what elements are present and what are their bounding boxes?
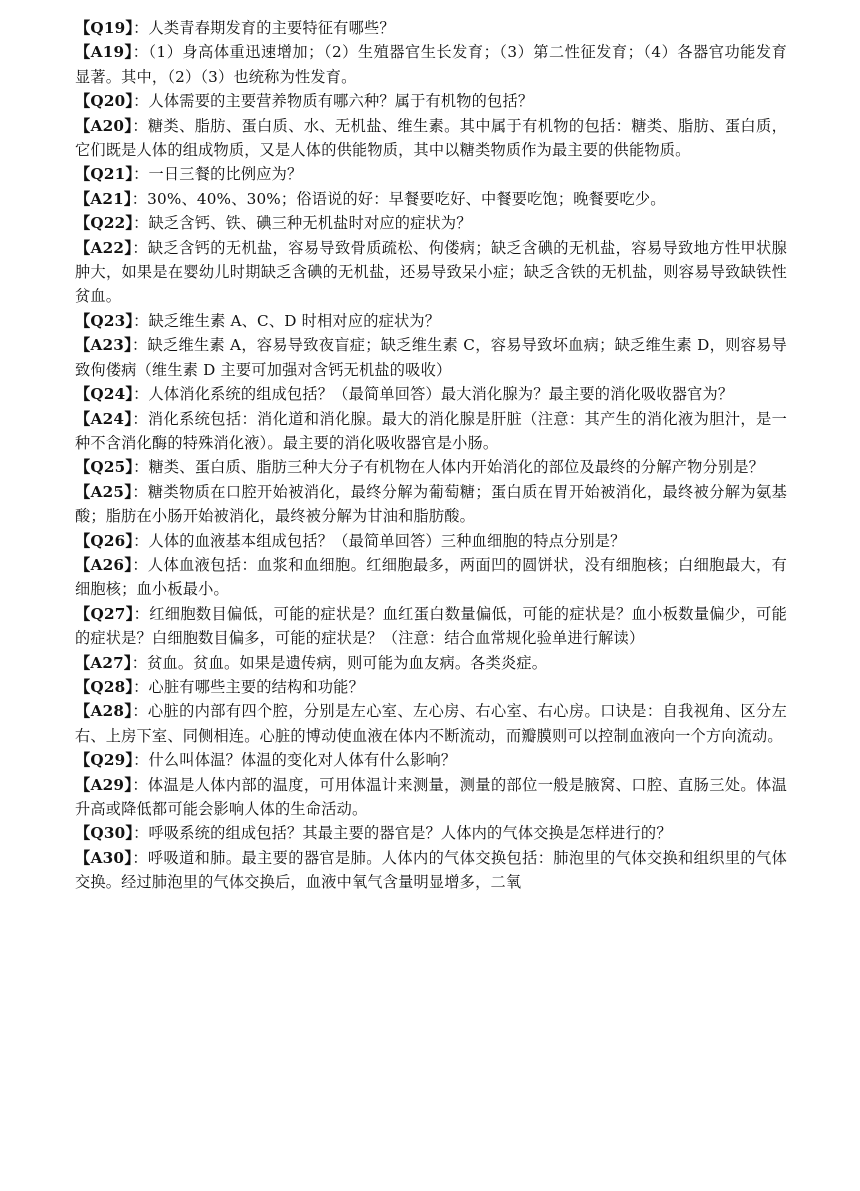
question-text: ：缺乏维生素 A、C、D 时相对应的症状为？ xyxy=(133,311,441,330)
question-entry xyxy=(75,455,787,479)
answer-text: ：心脏的内部有四个腔，分别是左心室、左心房、右心室、右心房。口诀是：自我视角、区分左右、上房下室、同侧相连。心脏的博动使血液在体内不断流动，而瓣膜则可以控制血液向一个方向流动。 xyxy=(75,702,787,745)
answer-label: 【A30】 xyxy=(75,848,133,867)
answer-text: ：缺乏维生素 A，容易导致夜盲症；缺乏维生素 C，容易导致坏血病；缺乏维生素 D，则容易导致佝偻病（维生素 D 主要可加强对含钙无机盐的吸收） xyxy=(75,336,787,379)
question-text: ：呼吸系统的组成包括？其最主要的器官是？人体内的气体交换是怎样进行的？ xyxy=(133,824,672,843)
question-entry xyxy=(75,211,787,235)
question-text: ：人体的血液基本组成包括？（最简单回答）三种血细胞的特点分别是？ xyxy=(133,531,626,550)
answer-label: 【A26】 xyxy=(75,555,133,574)
question-label: 【Q28】 xyxy=(75,677,134,696)
question-label: 【Q29】 xyxy=(75,751,134,770)
question-text: ：人类青春期发育的主要特征有哪些？ xyxy=(133,19,395,37)
question-entry xyxy=(75,821,787,845)
answer-label: 【A20】 xyxy=(75,116,133,135)
question-text: ：一日三餐的比例应为？ xyxy=(133,165,303,184)
question-entry xyxy=(75,529,787,553)
question-text: ：什么叫体温？体温的变化对人体有什么影响？ xyxy=(133,751,457,770)
question-text: ：人体消化系统的组成包括？（最简单回答）最大消化腺为？最主要的消化吸收器官为？ xyxy=(133,385,734,404)
question-entry xyxy=(75,89,787,113)
answer-text: ：贫血。贫血。如果是遗传病，则可能为血友病。各类炎症。 xyxy=(131,653,548,672)
qa-document xyxy=(75,16,787,895)
answer-text: ：呼吸道和肺。最主要的器官是肺。人体内的气体交换包括：肺泡里的气体交换和组织里的气体交换。经过肺泡里的气体交换后，血液中氧气含量明显增多，二氧 xyxy=(75,848,787,892)
answer-label: 【A24】 xyxy=(75,409,133,428)
question-entry xyxy=(75,16,787,40)
answer-text: ：糖类物质在口腔开始被消化，最终分解为葡萄糖；蛋白质在胃开始被消化，最终被分解为氨基酸；脂肪在小肠开始被消化，最终被分解为甘油和脂肪酸。 xyxy=(75,482,787,526)
question-label: 【Q30】 xyxy=(75,824,134,843)
answer-entry xyxy=(75,773,787,822)
question-entry xyxy=(75,602,787,651)
answer-label: 【A25】 xyxy=(75,482,133,501)
answer-entry xyxy=(75,651,787,675)
question-entry xyxy=(75,748,787,772)
answer-entry xyxy=(75,407,787,456)
question-label: 【Q20】 xyxy=(75,92,134,111)
question-label: 【Q22】 xyxy=(75,214,134,233)
question-label: 【Q23】 xyxy=(75,311,134,330)
answer-label: 【A29】 xyxy=(75,775,133,794)
answer-label: 【A28】 xyxy=(75,702,133,721)
question-entry xyxy=(75,382,787,406)
question-text: ：糖类、蛋白质、脂肪三种大分子有机物在人体内开始消化的部位及最终的分解产物分别是？ xyxy=(133,458,765,477)
answer-label: 【A21】 xyxy=(75,189,132,208)
answer-label: 【A27】 xyxy=(75,653,132,672)
answer-label: 【A23】 xyxy=(75,336,132,355)
question-text: ：人体需要的主要营养物质有哪六种？属于有机物的包括？ xyxy=(133,92,534,111)
answer-entry xyxy=(75,480,787,529)
answer-text: ：（1）身高体重迅速增加；（2）生殖器官生长发育；（3）第二性征发育；（4）各器官功能发育显著。其中，（2）（3）也统称为性发育。 xyxy=(75,43,787,86)
question-text: ：缺乏含钙、铁、碘三种无机盐时对应的症状为？ xyxy=(133,214,472,233)
answer-entry xyxy=(75,553,787,602)
question-label: 【Q21】 xyxy=(75,165,134,184)
question-label: 【Q19】 xyxy=(75,19,134,37)
answer-entry xyxy=(75,699,787,748)
question-label: 【Q27】 xyxy=(75,604,134,623)
answer-text: ：30%、40%、30%；俗语说的好：早餐要吃好、中餐要吃饱；晚餐要吃少。 xyxy=(131,189,666,208)
answer-text: ：糖类、脂肪、蛋白质、水、无机盐、维生素。其中属于有机物的包括：糖类、脂肪、蛋白质，它们既是人体的组成物质，又是人体的供能物质，其中以糖类物质作为最主要的供能物质。 xyxy=(75,116,787,160)
answer-entry xyxy=(75,236,787,309)
question-label: 【Q25】 xyxy=(75,458,134,477)
question-entry xyxy=(75,675,787,699)
answer-label: 【A19】 xyxy=(75,43,133,62)
answer-text: ：人体血液包括：血浆和血细胞。红细胞最多，两面凹的圆饼状，没有细胞核；白细胞最大，有细胞核；血小板最小。 xyxy=(75,555,787,599)
answer-label: 【A22】 xyxy=(75,238,133,257)
answer-entry xyxy=(75,846,787,895)
answer-entry xyxy=(75,114,787,163)
question-label: 【Q24】 xyxy=(75,385,134,404)
answer-entry xyxy=(75,40,787,89)
question-text: ：红细胞数目偏低，可能的症状是？血红蛋白数量偏低，可能的症状是？血小板数量偏少，可能的症状是？白细胞数目偏多，可能的症状是？（注意：结合血常规化验单进行解读） xyxy=(75,604,788,648)
question-label: 【Q26】 xyxy=(75,531,134,550)
question-entry xyxy=(75,162,787,186)
answer-entry xyxy=(75,333,787,382)
answer-text: ：缺乏含钙的无机盐，容易导致骨质疏松、佝偻病；缺乏含碘的无机盐，容易导致地方性甲状腺肿大，如果是在婴幼儿时期缺乏含碘的无机盐，还易导致呆小症；缺乏含铁的无机盐，则容易导致缺铁性贫血。 xyxy=(75,238,787,306)
answer-entry xyxy=(75,187,787,211)
answer-text: ：消化系统包括：消化道和消化腺。最大的消化腺是肝脏（注意：其产生的消化液为胆汁，是一种不含消化酶的特殊消化液）。最主要的消化吸收器官是小肠。 xyxy=(75,409,787,452)
answer-text: ：体温是人体内部的温度，可用体温计来测量，测量的部位一般是腋窝、口腔、直肠三处。体温升高或降低都可能会影响人体的生命活动。 xyxy=(75,775,787,818)
question-text: ：心脏有哪些主要的结构和功能？ xyxy=(133,677,364,696)
question-entry xyxy=(75,309,787,333)
